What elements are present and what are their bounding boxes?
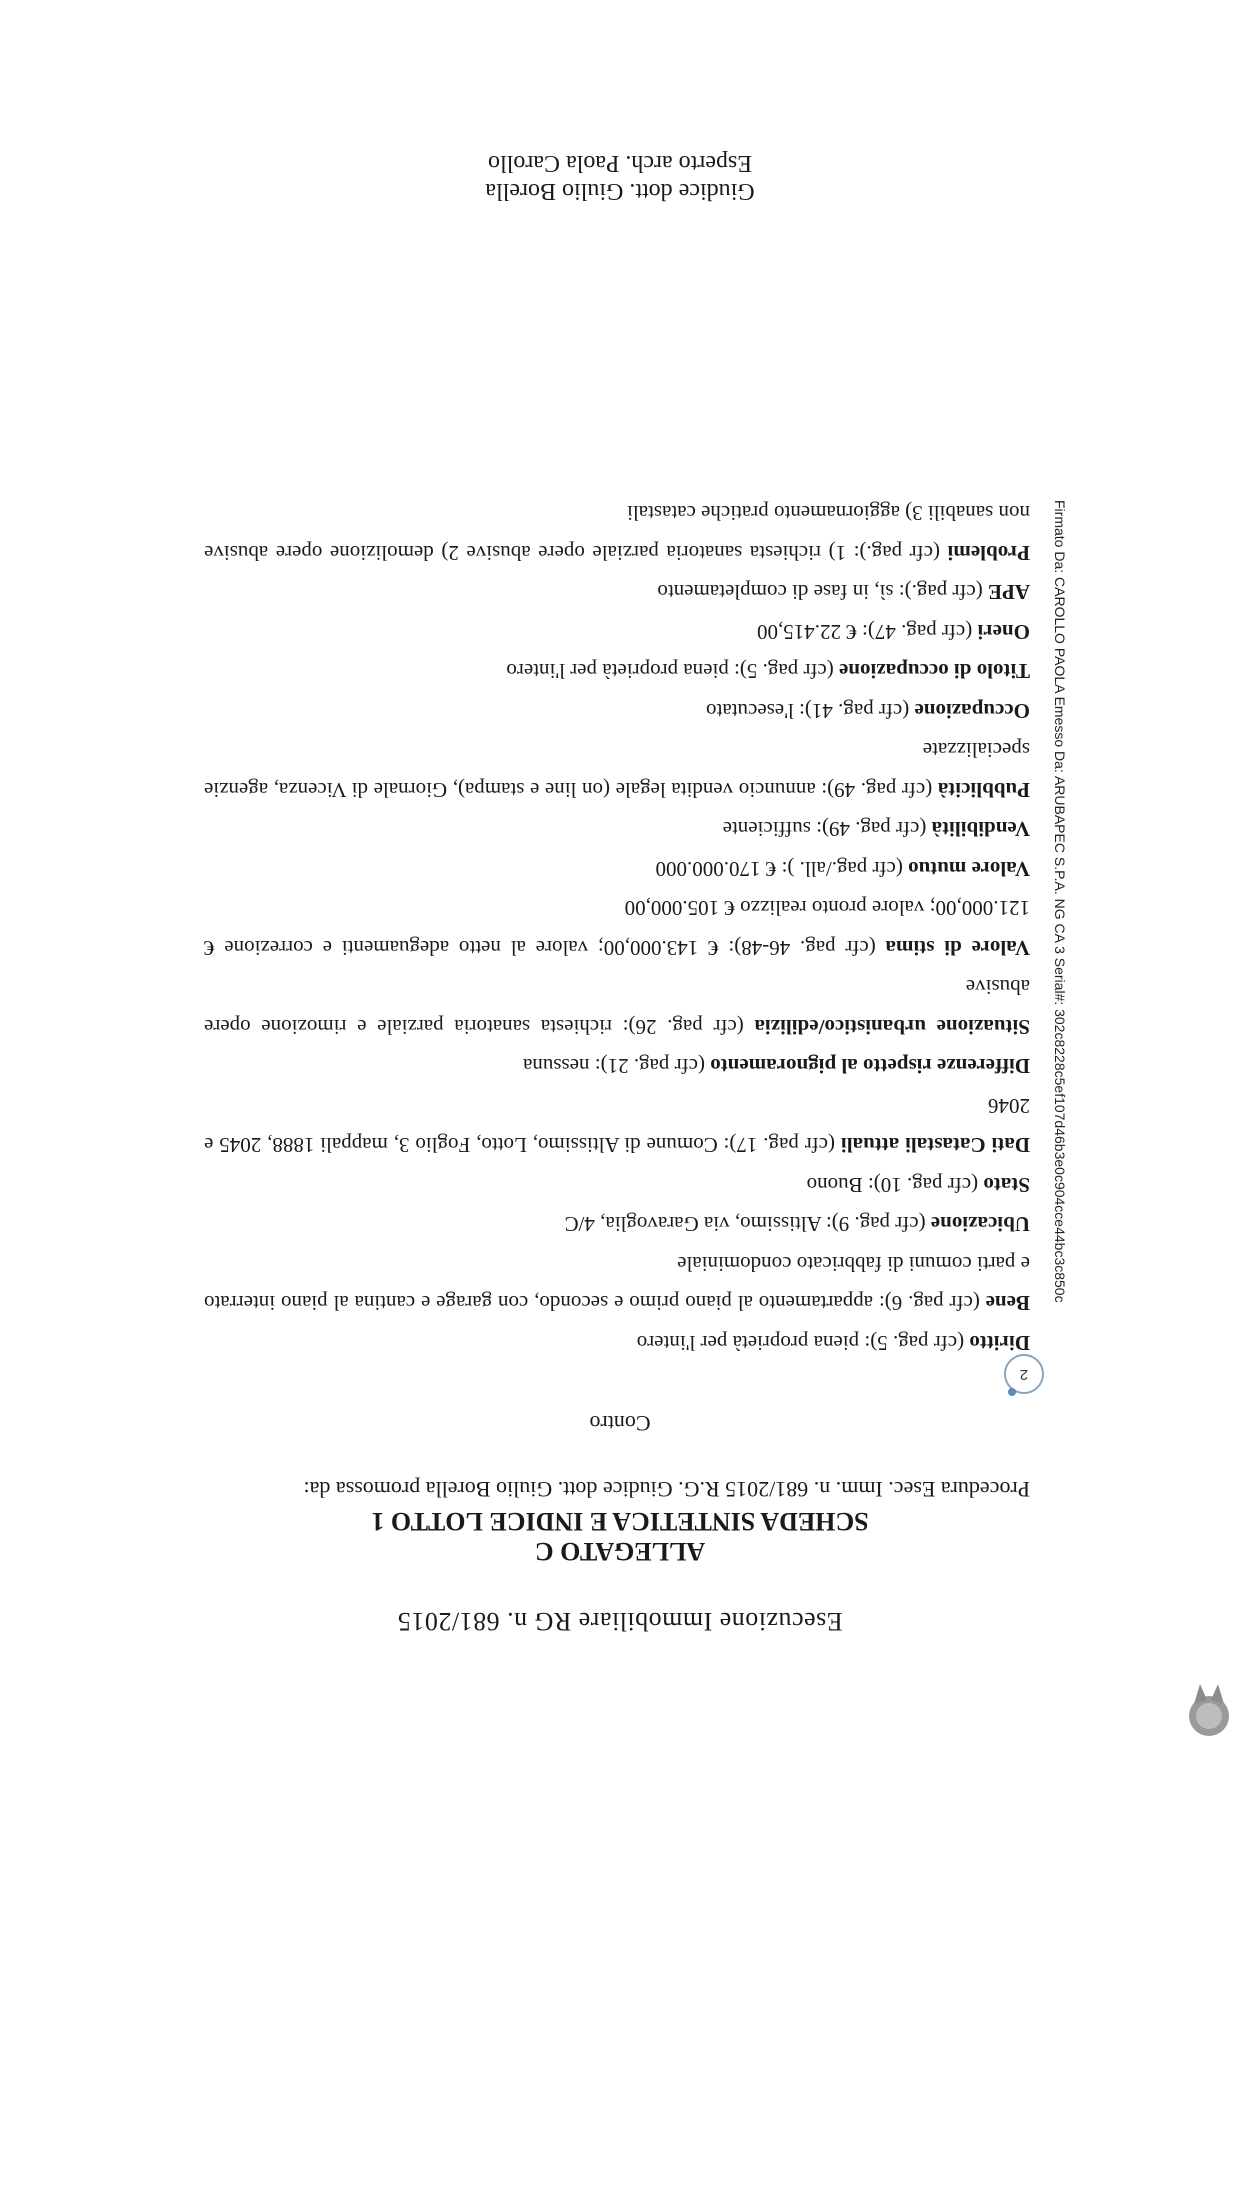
page-badge-dot-icon <box>1008 1388 1016 1396</box>
item-problemi: Problemi (cfr pag.): 1) richiesta sanatoria parziale opere abusive 2) demolizione opere abusive non sanabili 3) aggiornamento pratiche catastali <box>204 501 1030 565</box>
item-situazione-urbanistica: Situazione urbanistico/edilizia (cfr pag. 26): richiesta sanatoria parziale e rimozione opere abusive <box>204 975 1030 1039</box>
item-bene: Bene (cfr pag. 6): appartamento al piano primo e secondo, con garage e cantina al piano interrato e parti comuni di fabbricato condominiale <box>204 1252 1030 1316</box>
contro-label: Contro <box>589 1411 651 1436</box>
footer-esperto: Esperto arch. Paola Carollo <box>488 150 752 176</box>
item-pubblicita: Pubblicità (cfr pag. 49): annuncio vendita legale (on line e stampa), Giornale di Vicenza, agenzie specializzate <box>204 738 1030 802</box>
item-valore-mutuo: Valore mutuo (cfr pag./all. ): € 170.000.000 <box>655 857 1030 881</box>
item-ubicazione: Ubicazione (cfr pag. 9): Altissimo, via Garavoglia, 4/C <box>564 1212 1030 1237</box>
scheda-title: SCHEDA SINTETICA E INDICE LOTTO 1 <box>371 1507 869 1536</box>
item-diritto: Diritto (cfr pag. 5): piena proprietà per l'intero <box>636 1331 1030 1355</box>
procedura-line: Procedura Esec. Imm. n. 681/2015 R.G. Giudice dott. Giulio Borella promossa da: <box>303 1477 1030 1502</box>
item-titolo-occupazione: Titolo di occupazione (cfr pag. 5): piena proprietà per l'intero <box>506 659 1030 684</box>
footer-giudice: Giudice dott. Giulio Borella <box>485 178 755 204</box>
allegato-title: ALLEGATO C <box>534 1537 706 1566</box>
digital-signature-strip: Firmato Da: CAROLLO PAOLA Emesso Da: ARUBAPEC S.P.A. NG CA 3 Serial#: 302c8228c5ef107d46b3e0c904cce44bc3c850c <box>1052 500 1068 1303</box>
item-oneri: Oneri (cfr pag. 47): € 22.415,00 <box>757 620 1030 644</box>
page-header-title: Esecuzione Immobiliare RG n. 681/2015 <box>397 1607 843 1636</box>
item-dati-catastali: Dati Catastali attuali (cfr pag. 17): Comune di Altissimo, Lotto, Foglio 3, mappali 1888, 2045 e 2046 <box>204 1094 1030 1158</box>
item-vendibilita: Vendibilità (cfr pag. 49): sufficiente <box>722 817 1030 842</box>
item-ape: APE (cfr pag.): sì, in fase di completamento <box>657 580 1030 605</box>
summary-body <box>204 493 1030 1362</box>
signature-seal-icon <box>1180 1682 1238 1740</box>
item-differenze: Differenze rispetto al pignoramento (cfr pag. 21): nessuna <box>523 1054 1030 1079</box>
item-valore-stima: Valore di stima (cfr pag. 46-48): € 143.000,00; valore al netto adeguamenti e correzione € 121.000,00; valore pronto realizzo € 105.000,00 <box>203 896 1030 960</box>
item-occupazione: Occupazione (cfr pag. 41): l'esecutato <box>706 699 1030 723</box>
item-stato: Stato (cfr pag. 10): Buono <box>806 1173 1030 1197</box>
page-number-badge: 2 <box>1004 1354 1044 1394</box>
